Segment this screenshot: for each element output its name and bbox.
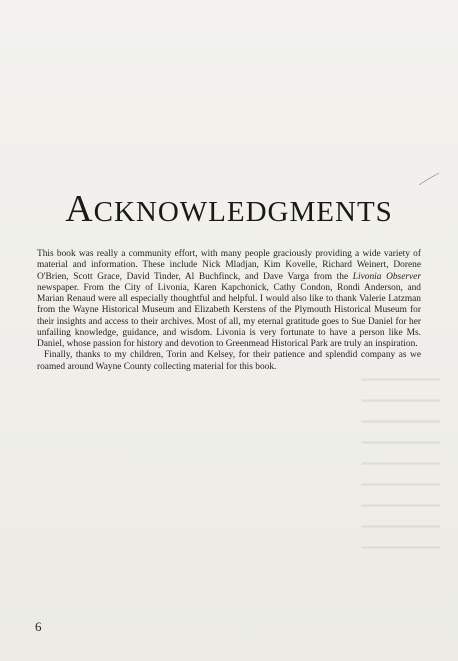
newspaper-name: Livonia Observer [352,271,421,282]
paragraph-2: Finally, thanks to my children, Torin and Kelsey, for their patience and splendid company as we roamed around Wayne County collecting material for this book. [37,350,421,372]
paragraph-1-start: This book was really a community effort, with many people graciously providing a wide variety of material and information. These include Nick Mladjan, Kim Kovelle, Richard Weinert, Dorene O'Brien, Scott Grace, David Tinder, Al Buchfinck, and Dave Varga from the [37,249,421,282]
page-number: 6 [35,619,42,634]
page-title [0,190,458,228]
paragraph-1-end: newspaper. From the City of Livonia, Karen Kapchonick, Cathy Condon, Rondi Anderson, and Marian Renaud were all especially thoughtful and helpful. I would also like to thank Valerie Latzman from the Wayne Historical Museum and Elizabeth Kerstens of the Plymouth Historical Museum for their insights and access to their archives. Most of all, my eternal gratitude goes to Sue Daniel for her unfailing knowledge, guidance, and wisdom. Livonia is very fortunate to have a person like Ms. Daniel, whose passion for history and devotion to Greenmead Historical Park are truly an inspiration. [37,282,421,349]
bleed-through-text: ━━━━━━━━━━ ━━━━━━━━━━ ━━━━━━━━━━ ━━━━━━━━━━ ━━━━━━━━━━ ━━━━━━━━━━ ━━━━━━━━━━ ━━━━━━━━━━ ━━━━━━━━━━ [361,372,440,555]
paragraph-1 [37,249,421,350]
pencil-mark-icon [418,172,440,186]
title-first-letter: A [65,188,94,230]
acknowledgments-body [37,249,421,373]
title-rest: CKNOWLEDGMENTS [93,196,393,228]
